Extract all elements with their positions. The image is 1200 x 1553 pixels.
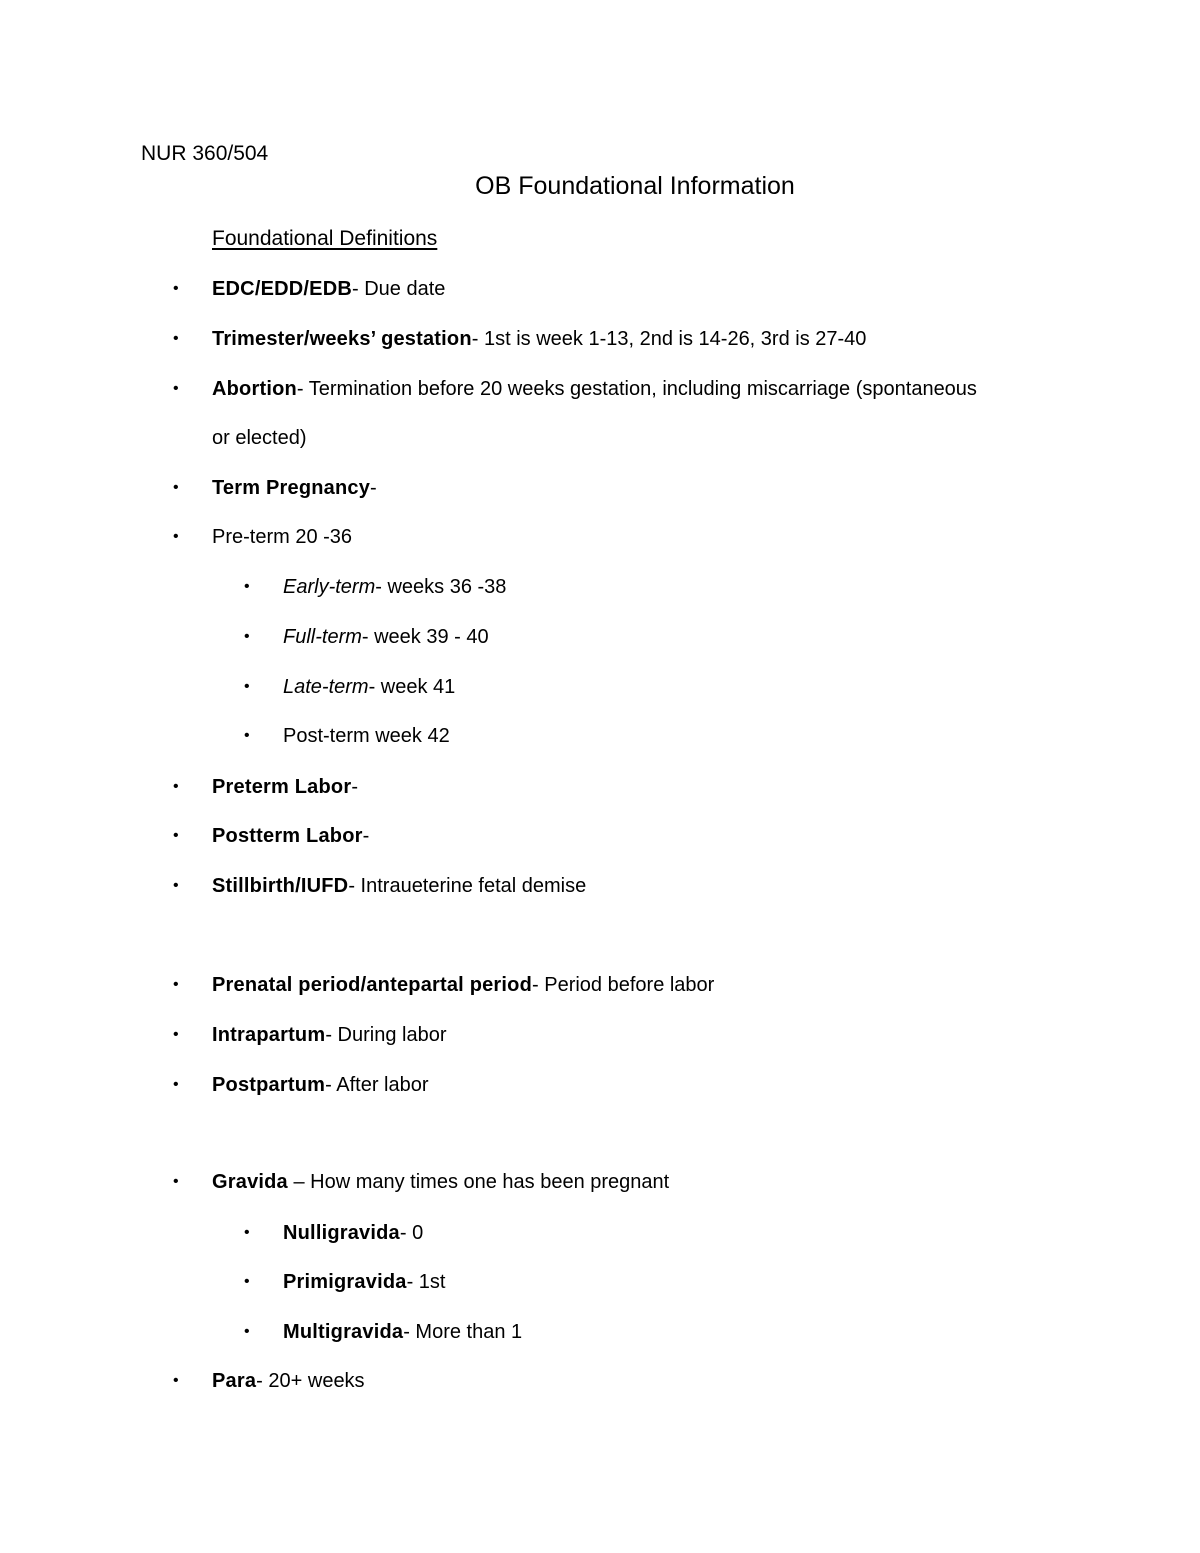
definition-text: - Due date: [352, 278, 446, 300]
bullet-icon: •: [244, 727, 250, 744]
bullet-icon: •: [173, 1173, 179, 1190]
bullet-icon: •: [173, 877, 179, 894]
definition-item: [173, 275, 1072, 303]
bullet-icon: •: [173, 1076, 179, 1093]
definition-term: Early-term: [283, 576, 376, 598]
definition-continuation: or elected): [212, 427, 307, 449]
definition-text: - After labor: [325, 1074, 429, 1096]
definition-term: Nulligravida: [283, 1222, 400, 1244]
definition-text: - Intraueterine fetal demise: [348, 875, 587, 897]
definition-item: [173, 1367, 1072, 1395]
definition-term: Postterm Labor: [212, 825, 363, 847]
course-code: NUR 360/504: [141, 142, 269, 165]
definition-term: Stillbirth/IUFD: [212, 875, 349, 897]
definition-item: [173, 1071, 1072, 1099]
definition-text: Pre-term 20 -36: [212, 526, 353, 548]
definition-text: -: [370, 477, 377, 499]
definition-text: – How many times one has been pregnant: [287, 1171, 670, 1193]
bullet-icon: •: [173, 479, 179, 496]
definition-term: Full-term: [283, 626, 362, 648]
definition-item: [173, 325, 1072, 353]
bullet-icon: •: [173, 778, 179, 795]
definition-term: Abortion: [212, 378, 297, 400]
sub-definition-item: [244, 1219, 1063, 1247]
definition-term: Trimester/weeks’ gestation: [212, 328, 472, 350]
bullet-icon: •: [173, 827, 179, 844]
definition-item: [173, 375, 1072, 403]
definition-term: Late-term: [283, 676, 369, 698]
definition-text: - During labor: [325, 1024, 447, 1046]
definition-term: Preterm Labor: [212, 776, 352, 798]
bullet-icon: •: [244, 1224, 250, 1241]
bullet-icon: •: [244, 1273, 250, 1290]
section-heading: Foundational Definitions: [212, 227, 438, 250]
document-title: OB Foundational Information: [475, 172, 795, 200]
definition-text: - 0: [399, 1222, 424, 1244]
definition-term: Para: [212, 1370, 257, 1392]
definition-item: [173, 474, 1072, 502]
definition-text: - 20+ weeks: [256, 1370, 365, 1392]
bullet-icon: •: [173, 1026, 179, 1043]
definition-item: [173, 1021, 1072, 1049]
definition-term: Postpartum: [212, 1074, 326, 1096]
definition-term: Multigravida: [283, 1321, 404, 1343]
definition-text: - weeks 36 -38: [375, 576, 507, 598]
bullet-icon: •: [173, 528, 179, 545]
definition-term: Prenatal period/antepartal period: [212, 974, 533, 996]
definition-item: [173, 523, 1072, 551]
bullet-icon: •: [173, 976, 179, 993]
bullet-icon: •: [173, 280, 179, 297]
definition-text: - Period before labor: [532, 974, 715, 996]
definition-item: [173, 773, 1072, 801]
bullet-icon: •: [244, 628, 250, 645]
definition-item: [173, 971, 1072, 999]
sub-definition-item: [244, 673, 1063, 701]
definition-term: EDC/EDD/EDB: [212, 278, 352, 300]
definition-text: - Termination before 20 weeks gestation, including miscarriage (spontaneous: [296, 378, 977, 400]
definition-text: - 1st is week 1-13, 2nd is 14-26, 3rd is 27-40: [471, 328, 867, 350]
definition-text: - week 39 - 40: [361, 626, 489, 648]
sub-definition-item: [244, 1268, 1063, 1296]
bullet-icon: •: [173, 330, 179, 347]
definition-text: -: [362, 825, 370, 847]
sub-definition-item: [244, 1318, 1063, 1346]
definition-text: - 1st: [406, 1271, 446, 1293]
definition-text: - More than 1: [403, 1321, 523, 1343]
definition-text: - week 41: [368, 676, 456, 698]
bullet-icon: •: [244, 578, 250, 595]
definition-text: Post-term week 42: [283, 725, 450, 747]
bullet-icon: •: [173, 380, 179, 397]
bullet-icon: •: [173, 1372, 179, 1389]
sub-definition-item: [244, 573, 1063, 601]
definition-term: Gravida: [212, 1171, 288, 1193]
definition-text: -: [351, 776, 358, 798]
definition-item: [173, 872, 1072, 900]
bullet-icon: •: [244, 1323, 250, 1340]
definition-item: [173, 1168, 1072, 1196]
definition-item: [173, 822, 1072, 850]
sub-definition-item: [244, 623, 1063, 651]
bullet-icon: •: [244, 678, 250, 695]
definition-term: Primigravida: [283, 1271, 407, 1293]
sub-definition-item: [244, 722, 1063, 750]
definition-term: Intrapartum: [212, 1024, 326, 1046]
definition-term: Term Pregnancy: [212, 477, 371, 499]
